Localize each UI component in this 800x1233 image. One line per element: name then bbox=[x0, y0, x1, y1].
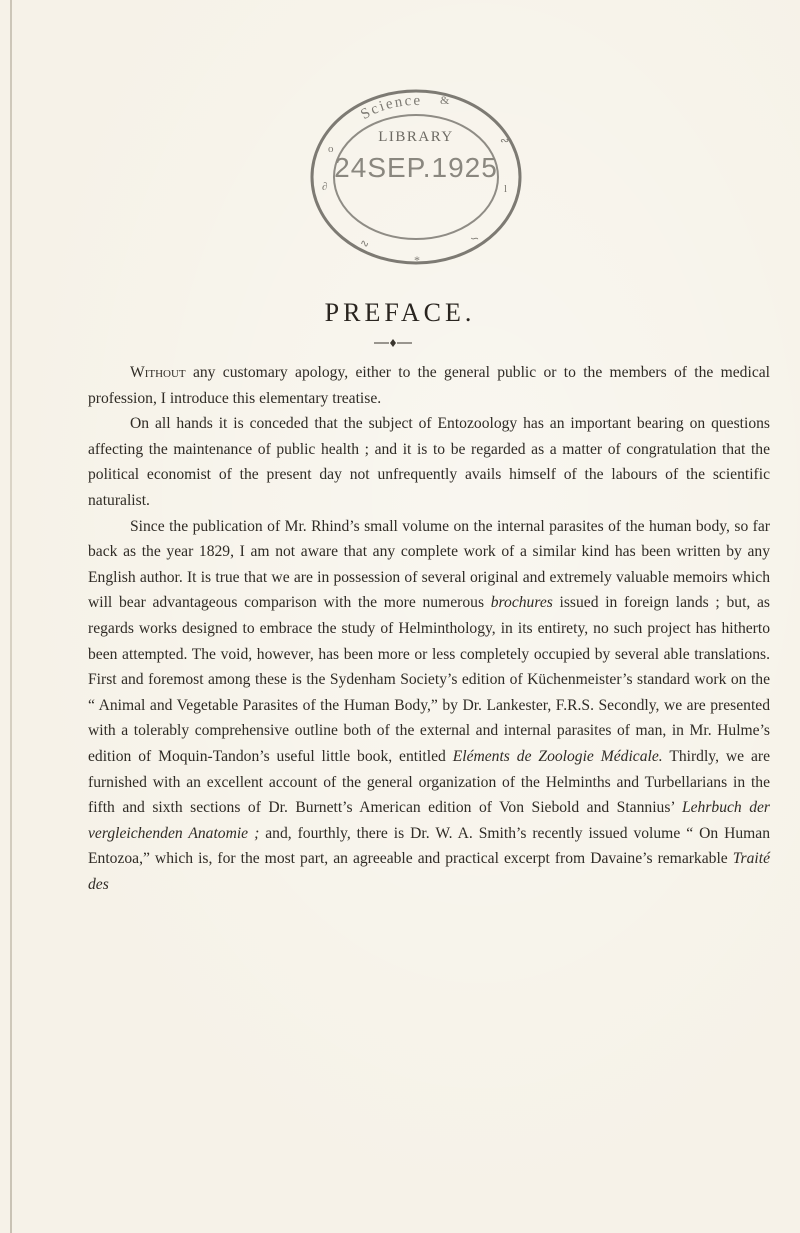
svg-text:*: * bbox=[414, 253, 420, 267]
svg-text:∽: ∽ bbox=[470, 233, 480, 245]
paragraph-text: issued in foreign lands ; but, as regards works designed to embrace the study of Helminthology, in its entirety, no such project has hitherto been attempted. The void, however, has been more or less completely occupied by several able translations. First and foremost among these is the Sydenham Society’s edition of Küchenmeister’s standard work on the “ Animal and Vegetable Parasites of the Human Body,” by Dr. Lankester, F.R.S. Secondly, we are presented with a tolerably comprehensive outline both of the external and internal parasites of man, in Mr. Hulme’s edition of Moquin-Tandon’s useful little book, entitled bbox=[88, 594, 771, 765]
italic-title: Lehrbuch der vergleichenden Anatomie ; bbox=[88, 799, 770, 842]
paragraph-1 bbox=[88, 360, 770, 411]
svg-text:∿: ∿ bbox=[360, 238, 370, 250]
paragraph-lead: Without bbox=[130, 364, 186, 381]
page-title: PREFACE. bbox=[324, 298, 476, 327]
stamp-date: 24SEP.1925 bbox=[334, 152, 498, 183]
paragraph-text: Since the publication of Mr. Rhind’s small volume on the internal parasites of the human body, so far back as the year 1829, I am not aware that any complete work of a similar kind has been written by any English author. It is true that we are in possession of several original and extremely valuable memoirs which will bear advantageous comparison with the more numerous bbox=[88, 517, 770, 612]
preface-body bbox=[88, 360, 770, 897]
binding-edge bbox=[10, 0, 12, 1233]
library-stamp bbox=[300, 82, 532, 272]
paragraph-text: and, fourthly, there is Dr. W. A. Smith’s recently issued volume “ On Human Entozoa,” which is, for the most part, an agreeable and practical excerpt from Davaine’s remarkable bbox=[88, 824, 770, 868]
svg-text:l: l bbox=[504, 183, 508, 195]
paragraph-2: On all hands it is conceded that the subject of Entozoology has an important bearing on questions affecting the maintenance of public health ; and it is to be regarded as a matter of congratulation that the political economist of the present day not unfrequently avails himself of the labours of the scientific naturalist. bbox=[88, 415, 770, 509]
paragraph-text: Thirdly, we are furnished with an excellent account of the general organization of the Helminths and Turbellarians in the fifth and sixth sections of Dr. Burnett’s American edition of Von Siebold and Stannius’ bbox=[88, 747, 771, 817]
paragraph-text: any customary apology, either to the general public or to the members of the medical profession, I introduce this elementary treatise. bbox=[88, 364, 770, 407]
italic-term: brochures bbox=[490, 594, 553, 612]
divider-ornament-icon bbox=[368, 338, 418, 348]
svg-text:∂: ∂ bbox=[322, 181, 328, 193]
paragraph-3 bbox=[88, 514, 770, 898]
svg-text:o: o bbox=[328, 143, 334, 155]
svg-text:∾: ∾ bbox=[500, 135, 510, 147]
italic-title: Eléments de Zoologie Médicale. bbox=[452, 747, 663, 765]
svg-text:Science: Science bbox=[358, 92, 423, 123]
svg-text:&: & bbox=[440, 93, 450, 107]
stamp-library-label: LIBRARY bbox=[378, 129, 454, 145]
italic-title: Traité des bbox=[88, 850, 770, 893]
